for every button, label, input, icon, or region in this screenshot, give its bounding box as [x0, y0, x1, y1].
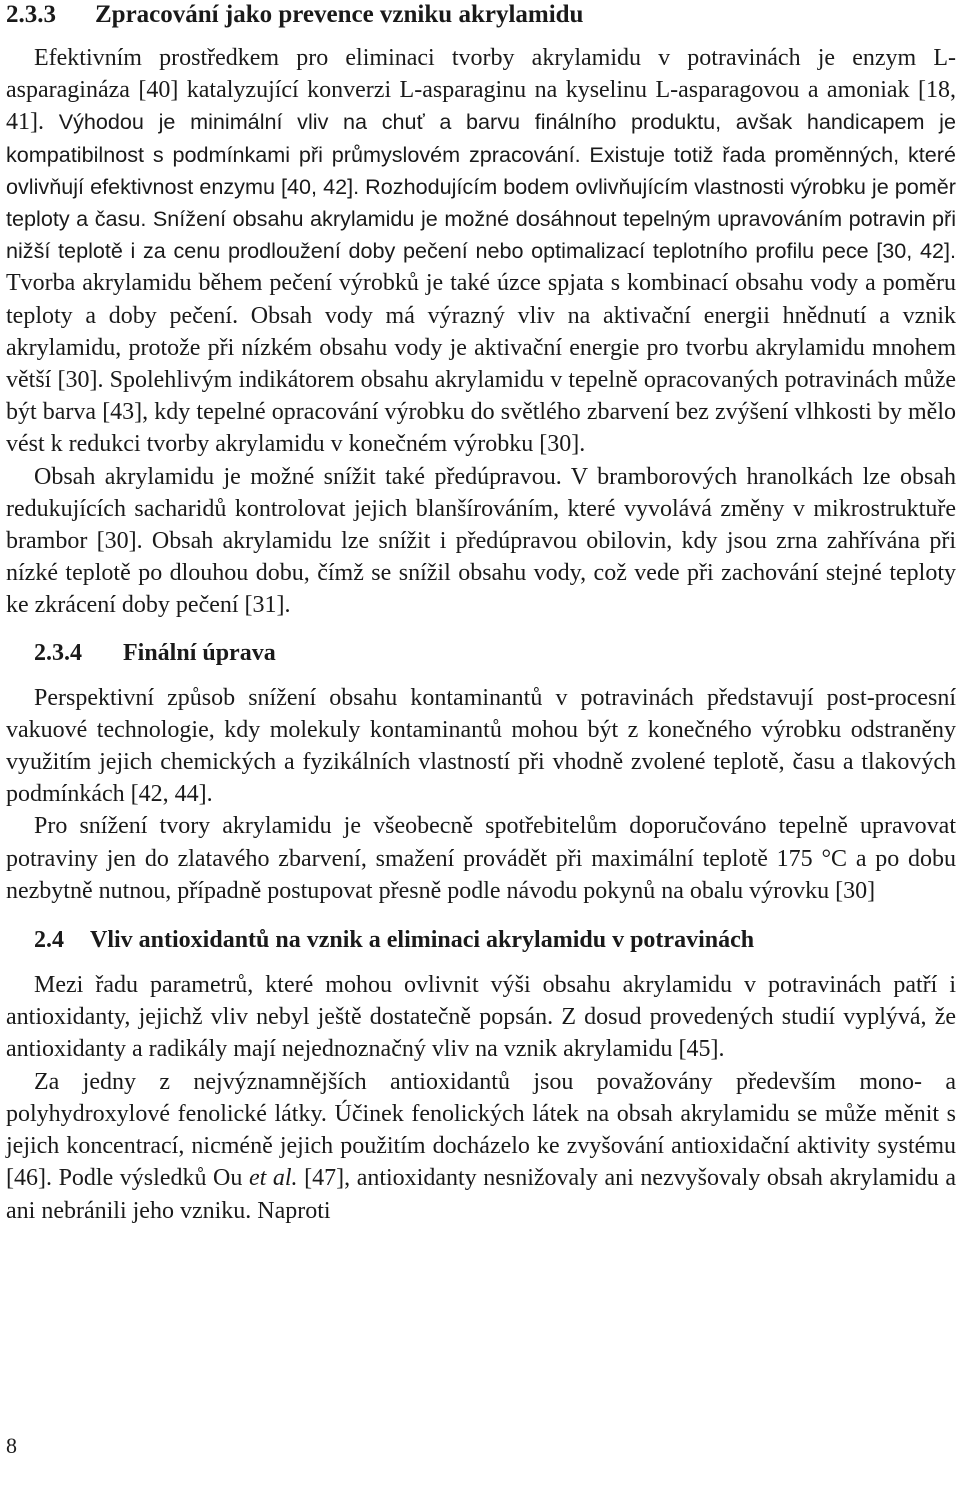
paragraph-text-sans: Výhodou je minimální vliv na chuť a barvu finálního produktu, avšak handicapem je kompatibilnost s podmínkami při průmyslovém zpracování. Existuje totiž řada proměnných, které ovlivňují efektivnost enzymu [40, 42]. Rozhodujícím bodem ovlivňujícím vlastnosti výrobku je poměr teploty a času. Snížení obsahu akrylamidu je možné dosáhnout tepelným upravováním potravin při nižší teplotě i za cenu prodloužení doby pečení nebo optimalizací teplotního profilu pece [30, 42].	[6, 109, 956, 264]
section-heading	[34, 638, 956, 668]
paragraph: Perspektivní způsob snížení obsahu kontaminantů v potravinách představují post-procesní vakuové technologie, kdy molekuly kontaminantů mohou být z konečného výrobku odstraněny využitím jejich chemických a fyzikálních vlastností při vhodně zvolené teplotě, času a tlakových podmínkách [42, 44].	[6, 684, 956, 808]
section-title: Zpracování jako prevence vzniku akrylamidu	[95, 1, 584, 28]
section-heading	[34, 925, 956, 955]
section-heading	[6, 0, 956, 30]
paragraph-text: [47], antioxidanty nesnižovaly ani nezvyšovaly obsah akrylamidu a ani nebránili jeho vzniku. Naproti	[6, 1165, 956, 1224]
section-number: 2.3.4	[34, 639, 82, 666]
section-number: 2.4	[34, 927, 64, 954]
paragraph-text: Za jedny z nejvýznamnějších antioxidantů jsou považovány především mono- a polyhydroxylové fenolické látky. Účinek fenolických látek na obsah akrylamidu se může měnit s jejich koncentrací, nicméně jejich použitím docházelo ke zvyšování antioxidační aktivity systému [46]. Podle výsledků Ou	[6, 1068, 956, 1192]
page-number: 8	[6, 1433, 17, 1458]
paragraph: Pro snížení tvory akrylamidu je všeobecně spotřebitelům doporučováno tepelně upravovat potraviny jen do zlatavého zbarvení, smažení provádět při maximální teplotě 175 °C a po dobu nezbytně nutnou, případně postupovat přesně podle návodu pokynů na obalu výrovku [30]	[6, 813, 956, 904]
paragraph: Obsah akrylamidu je možné snížit také předúpravou. V bramborových hranolkách lze obsah redukujících sacharidů kontrolovat jejich blanšírováním, které vyvolává změny v mikrostruktuře brambor [30]. Obsah akrylamidu lze snížit i předúpravou obilovin, kdy jsou zrna zahřívána při nízké teplotě po dlouhou dobu, čímž se snížil obsahu vody, což vede při zachování stejné teploty ke zkrácení doby pečení [31].	[6, 463, 956, 619]
paragraph: Mezi řadu parametrů, které mohou ovlivnit výši obsahu akrylamidu v potravinách patří i antioxidanty, jejichž vliv nebyl ještě dostatečně popsán. Z dosud provedených studií vyplývá, že antioxidanty a radikály mají nejednoznačný vliv na vznik akrylamidu [45].	[6, 972, 956, 1063]
document-page	[6, 0, 956, 1227]
paragraph	[6, 42, 956, 461]
section-title: Finální úprava	[123, 639, 276, 666]
paragraph-text: Efektivním prostředkem pro eliminaci tvorby akrylamidu v potravinách je enzym L-asparagináza [40] katalyzující konverzi L-asparaginu na kyselinu L-asparagovou a amoniak [18, 41].	[6, 45, 956, 136]
italic-text: et al.	[248, 1165, 298, 1192]
paragraph	[6, 1066, 956, 1227]
paragraph-text: Tvorba akrylamidu během pečení výrobků je také úzce spjata s kombinací obsahu vody a poměru teploty a doby pečení. Obsah vody má výrazný vliv na aktivační energii hnědnutí a vznik akrylamidu, protože při nízkém obsahu vody je aktivační energie pro tvorbu akrylamidu mnohem větší [30]. Spolehlivým indikátorem obsahu akrylamidu v tepelně opracovaných potravinách může být barva [43], kdy tepelné opracování výrobku do světlého zbarvení bez zvýšení vlhkosti by mělo vést k redukci tvorby akrylamidu v konečném výrobku [30].	[6, 270, 956, 458]
section-title: Vliv antioxidantů na vznik a eliminaci akrylamidu v potravinách	[90, 927, 755, 954]
section-number: 2.3.3	[6, 1, 56, 28]
